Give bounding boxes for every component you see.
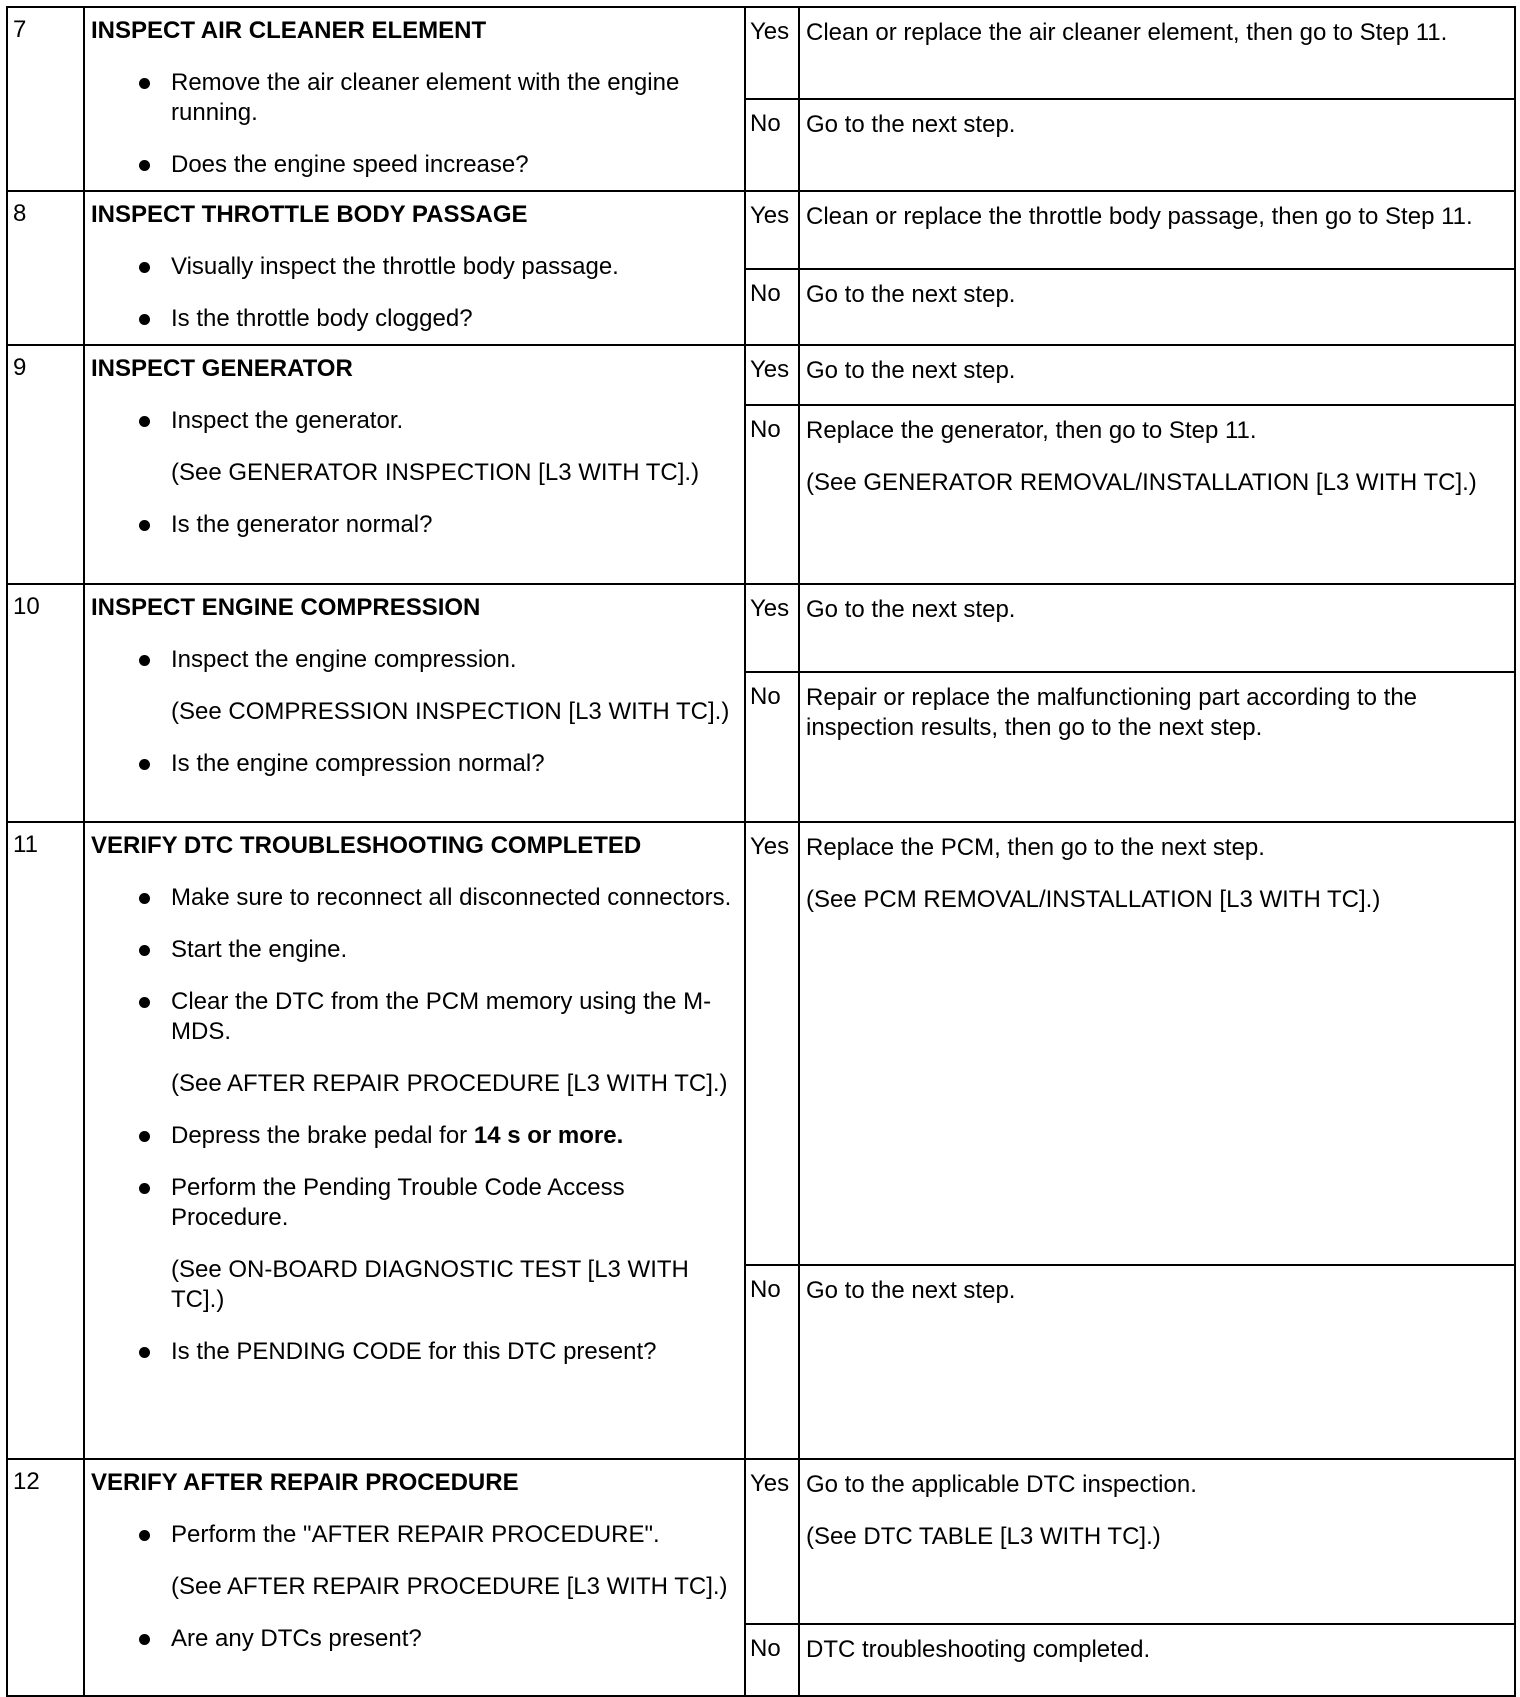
- reference-note: [91, 1255, 734, 1315]
- yes-label: Yes: [745, 7, 799, 99]
- step-action: [84, 1459, 745, 1696]
- instruction-item: [91, 1624, 734, 1654]
- no-label: No: [745, 405, 799, 584]
- bullet-icon: [139, 520, 150, 531]
- instruction-text: (See COMPRESSION INSPECTION [L3 WITH TC].): [171, 698, 730, 725]
- result-text: Go to the next step.: [806, 280, 1016, 308]
- instruction-item: [91, 406, 734, 436]
- instruction-item: [91, 749, 734, 779]
- table-row: [7, 1459, 1515, 1624]
- instruction-item: [91, 883, 734, 913]
- bullet-icon: [139, 759, 150, 770]
- instruction-text: Remove the air cleaner element with the engine running.: [171, 69, 680, 126]
- step-title: INSPECT ENGINE COMPRESSION: [91, 594, 481, 621]
- yes-result: [799, 345, 1515, 405]
- instruction-text: Clear the DTC from the PCM memory using the M-MDS.: [171, 988, 712, 1045]
- bullet-icon: [139, 416, 150, 427]
- no-label: No: [745, 99, 799, 191]
- step-instructions: [91, 1520, 734, 1654]
- no-result: [799, 99, 1515, 191]
- instruction-text: Is the throttle body clogged?: [171, 305, 473, 332]
- yes-label: Yes: [745, 191, 799, 269]
- instruction-text: Depress the brake pedal for: [171, 1122, 474, 1149]
- no-label: No: [745, 1624, 799, 1696]
- instruction-item: [91, 510, 734, 540]
- instruction-text: Make sure to reconnect all disconnected connectors.: [171, 884, 732, 911]
- emphasis-text: 14 s or more.: [473, 1122, 624, 1149]
- yes-label: Yes: [745, 1459, 799, 1624]
- table-body: [7, 7, 1515, 1696]
- bullet-icon: [139, 160, 150, 171]
- step-number: 8: [7, 191, 84, 345]
- table-row: [7, 822, 1515, 1265]
- step-number: 7: [7, 7, 84, 191]
- instruction-text: Start the engine.: [171, 936, 348, 963]
- yes-label: Yes: [745, 584, 799, 672]
- reference-note: [91, 1572, 734, 1602]
- step-number: 12: [7, 1459, 84, 1696]
- yes-result: [799, 7, 1515, 99]
- reference-note: [91, 697, 734, 727]
- instruction-text: Inspect the generator.: [171, 407, 404, 434]
- no-label: No: [745, 269, 799, 346]
- reference-note: (See GENERATOR REMOVAL/INSTALLATION [L3 WITH TC].): [806, 469, 1477, 496]
- step-action: [84, 584, 745, 822]
- result-text: Clean or replace the air cleaner element, then go to Step 11.: [806, 19, 1448, 46]
- instruction-text: (See AFTER REPAIR PROCEDURE [L3 WITH TC].): [171, 1070, 728, 1097]
- step-instructions: [91, 883, 734, 1367]
- instruction-text: Perform the "AFTER REPAIR PROCEDURE".: [171, 1521, 660, 1548]
- bullet-icon: [139, 893, 150, 904]
- instruction-text: (See ON-BOARD DIAGNOSTIC TEST [L3 WITH TC].): [171, 1256, 689, 1313]
- step-title: INSPECT GENERATOR: [91, 355, 353, 382]
- step-instructions: [91, 645, 734, 779]
- instruction-text: (See GENERATOR INSPECTION [L3 WITH TC].): [171, 459, 700, 486]
- instruction-text: (See AFTER REPAIR PROCEDURE [L3 WITH TC].): [171, 1573, 728, 1600]
- step-number: 11: [7, 822, 84, 1459]
- step-number: 9: [7, 345, 84, 584]
- instruction-item: [91, 1173, 734, 1233]
- result-text: Replace the PCM, then go to the next step.: [806, 834, 1265, 861]
- reference-note: (See PCM REMOVAL/INSTALLATION [L3 WITH TC].): [806, 886, 1381, 913]
- no-result: [799, 405, 1515, 584]
- reference-note: (See DTC TABLE [L3 WITH TC].): [806, 1523, 1161, 1550]
- bullet-icon: [139, 1530, 150, 1541]
- step-action: [84, 191, 745, 345]
- step-title: VERIFY DTC TROUBLESHOOTING COMPLETED: [91, 832, 642, 859]
- table-row: [7, 7, 1515, 99]
- step-instructions: [91, 68, 734, 180]
- yes-label: Yes: [745, 345, 799, 405]
- instruction-item: [91, 935, 734, 965]
- bullet-icon: [139, 945, 150, 956]
- step-number: 10: [7, 584, 84, 822]
- no-result: [799, 1624, 1515, 1696]
- result-text: DTC troubleshooting completed.: [806, 1636, 1151, 1663]
- step-title: INSPECT AIR CLEANER ELEMENT: [91, 17, 487, 44]
- table-row: [7, 584, 1515, 672]
- bullet-icon: [139, 1347, 150, 1358]
- no-result: [799, 269, 1515, 346]
- yes-result: [799, 191, 1515, 269]
- result-text: Replace the generator, then go to Step 11.: [806, 417, 1257, 444]
- yes-result: [799, 584, 1515, 672]
- step-title: INSPECT THROTTLE BODY PASSAGE: [91, 201, 528, 228]
- instruction-text: Is the engine compression normal?: [171, 750, 545, 777]
- result-text: Go to the next step.: [806, 111, 1016, 138]
- no-label: No: [745, 1265, 799, 1459]
- yes-result: [799, 822, 1515, 1265]
- result-text: Go to the next step.: [806, 357, 1016, 384]
- instruction-text: Is the PENDING CODE for this DTC present?: [171, 1338, 657, 1365]
- instruction-item: [91, 987, 734, 1047]
- instruction-item: [91, 304, 734, 334]
- table-row: [7, 191, 1515, 269]
- yes-result: [799, 1459, 1515, 1624]
- instruction-text: Is the generator normal?: [171, 511, 433, 538]
- instruction-text: Perform the Pending Trouble Code Access Procedure.: [171, 1174, 625, 1231]
- result-text: Clean or replace the throttle body passage, then go to Step 11.: [806, 203, 1473, 230]
- bullet-icon: [139, 997, 150, 1008]
- table-row: [7, 345, 1515, 405]
- reference-note: [91, 1069, 734, 1099]
- troubleshooting-table: [6, 6, 1516, 1697]
- step-title: VERIFY AFTER REPAIR PROCEDURE: [91, 1469, 519, 1496]
- bullet-icon: [139, 655, 150, 666]
- no-result: [799, 672, 1515, 822]
- instruction-text: Visually inspect the throttle body passage.: [171, 253, 619, 280]
- instruction-text: Are any DTCs present?: [171, 1625, 422, 1652]
- instruction-item: [91, 150, 734, 180]
- instruction-item: [91, 68, 734, 128]
- yes-label: Yes: [745, 822, 799, 1265]
- bullet-icon: [139, 262, 150, 273]
- step-action: [84, 822, 745, 1459]
- no-result: [799, 1265, 1515, 1459]
- instruction-item: [91, 1337, 734, 1367]
- reference-note: [91, 458, 734, 488]
- step-action: [84, 7, 745, 191]
- bullet-icon: [139, 1183, 150, 1194]
- bullet-icon: [139, 1131, 150, 1142]
- instruction-item: [91, 252, 734, 282]
- instruction-item: [91, 645, 734, 675]
- result-text: Go to the next step.: [806, 1277, 1016, 1304]
- step-instructions: [91, 406, 734, 540]
- instruction-text: Does the engine speed increase?: [171, 151, 529, 178]
- bullet-icon: [139, 314, 150, 325]
- step-action: [84, 345, 745, 584]
- no-label: No: [745, 672, 799, 822]
- bullet-icon: [139, 1634, 150, 1645]
- step-instructions: [91, 252, 734, 334]
- instruction-text: Inspect the engine compression.: [171, 646, 517, 673]
- result-text: Go to the next step.: [806, 596, 1016, 623]
- result-text: Repair or replace the malfunctioning part according to the inspection results, then go to the next step.: [806, 684, 1418, 741]
- result-text: Go to the applicable DTC inspection.: [806, 1471, 1197, 1498]
- instruction-item: [91, 1520, 734, 1550]
- instruction-item: [91, 1121, 734, 1151]
- bullet-icon: [139, 78, 150, 89]
